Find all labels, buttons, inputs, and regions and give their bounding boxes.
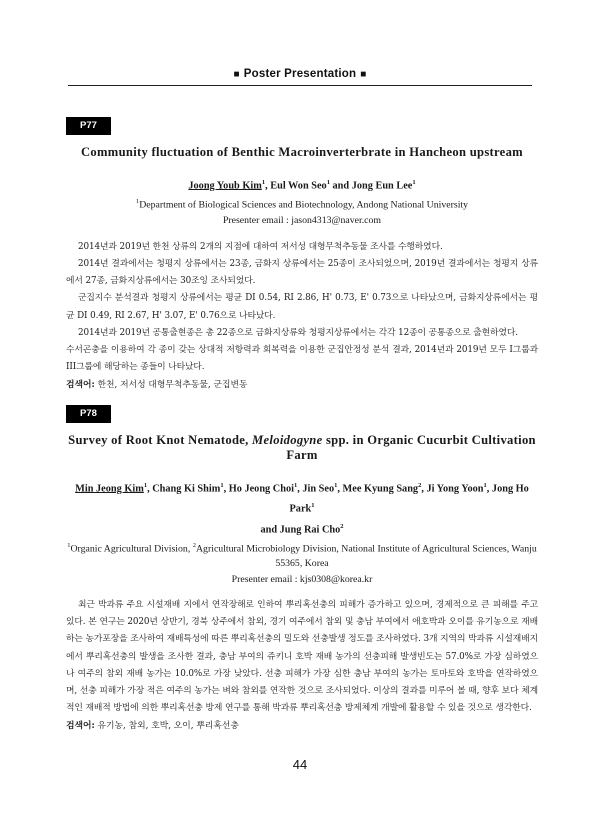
author-sup: 1	[334, 482, 338, 489]
author-sup: 2	[418, 482, 422, 489]
abstract-paragraph: 최근 박과류 주요 시설재배 지에서 연작장해로 인하여 뿌리혹선충의 피해가 증가하고 있으며, 경제적으로 큰 피해를 주고 있다. 본 연구는 2020년 상반기, 경북 상주에서 참외, 경기 여주에서 참외 및 충남 부여에서 애호박과 오이를 유기농으로 재배하는 농가포장을 조사하여 재배특성에 따른 뿌리혹선충의 밀도와 선충발생 정도를 조사하였다. 3개 지역의 박과류 시설재배지에서 뿌리혹선충의 발생을 조사한 결과, 충남 부여의 쥬키니 호박 재배 농가의 선충피해 발생빈도는 57.0%로 가장 심하였으나 여주의 참외 재배 농가는 10.0%로 가장 낮았다. 선충 피해가 가장 심한 충남 부여의 농가는 토마토와 호박을 연작하였으며, 선충 피해가 가장 적은 여주의 농가는 벼와 참외를 연작한 것으로 조사되었다. 이상의 결과를 미루어 볼 때, 향후 보다 체계적인 재배적 방법에 의한 뿌리혹선충 방제 연구를 통해 박과류 뿌리혹선충 방제체계 개발에 활용할 수 있을 것으로 생각한다.	[66, 600, 538, 714]
author-name: Chang Ki Shim	[152, 483, 221, 495]
author-list: Joong Youb Kim$^1$, Eul Won Seo$^1$ and Jong Eun Lee$^1$	[188, 179, 416, 192]
page-number: 44	[292, 757, 308, 772]
keywords	[66, 377, 538, 394]
affiliation-text: Department of Biological Sciences and Biotechnology, Andong National University	[139, 199, 469, 211]
author-sup: 2	[340, 522, 344, 530]
running-header-title	[230, 68, 371, 80]
author-list: Min Jeong Kim$^1$, Chang Ki Shim$^1$, Ho Jeong Choi$^1$, Jin Seo$^1$, Mee Kyung Sang$^2$, Ji Yong Yoon$^1$, Jong Ho Park$^1$ and Jung Rai Cho$^2$	[75, 482, 529, 536]
author-name-presenter: Joong Youb Kim	[188, 180, 262, 192]
abstract-body	[66, 597, 538, 717]
affiliation	[66, 195, 538, 213]
affiliation-text: Organic Agricultural Division,	[70, 543, 193, 555]
affiliation-sup: 2	[192, 542, 196, 550]
author-sup: 1	[293, 482, 298, 489]
author-name: Jong Eun Lee	[351, 180, 413, 192]
abstract-paragraph: 2014년과 2019년 공통출현종은 총 22종으로 금화지상류와 청평지상류에서는 각각 12종이 공통종으로 출현하였다.	[78, 327, 518, 338]
presenter-email: Presenter email : jason4313@naver.com	[222, 215, 382, 227]
keywords-label: 검색어:	[66, 721, 95, 732]
abstract-id-badge: P77	[66, 117, 111, 135]
keywords-text: 한천, 저서성 대형무척추동물, 군집변동	[97, 380, 248, 391]
abstract-title-part: Survey of Root Knot Nematode,	[68, 433, 249, 447]
abstract-title-part: spp. in Organic Cucurbit Cultivation Farm	[286, 433, 536, 462]
author-name: Ji Yong Yoon	[426, 483, 484, 495]
abstract-paragraph: 2014년 결과에서는 청평지 상류에서는 23종, 금화지 상류에서는 25종이 조사되었으며, 2019년 결과에서는 청평지 상류에서 27종, 금화지상류에서는 30조잉 조사되었다.	[66, 258, 538, 287]
author-sup: 1	[326, 179, 330, 186]
abstract-p77	[66, 113, 538, 394]
running-header	[0, 64, 600, 84]
affiliation-sup: 1	[135, 198, 140, 206]
abstract-paragraph: 군집지수 분석결과 청평지 상류에서는 평균 DI 0.54, RI 2.86, H' 0.73, E' 0.73으로 나타났으며, 금화지상류에서는 평균 DI 0.49, RI 2.67, H' 3.07, E' 0.76으로 나타났다.	[66, 293, 538, 321]
author-sup: 1	[261, 179, 266, 186]
author-sup: 1	[143, 482, 148, 489]
author-name: Mee Kyung Sang	[342, 483, 419, 495]
abstract-body	[66, 239, 538, 377]
abstract-paragraph: 수서곤충을 이용하여 각 종이 갖는 상대적 저항력과 회복력을 이용한 군집안정성 분석 결과, 2014년과 2019년 모두 I그룹과 III그룹에 해당하는 종들이 나타났다.	[66, 344, 538, 373]
presenter-email: Presenter email : kjs0308@korea.kr	[231, 573, 373, 585]
keywords	[66, 718, 538, 735]
author-sup: 1	[483, 482, 487, 489]
author-name: Jin Seo	[302, 483, 335, 495]
author-sup: 1	[311, 502, 315, 510]
author-name: Ho Jeong Choi	[228, 483, 294, 495]
keywords-text: 유기농, 참외, 호박, 오이, 뿌리혹선충	[97, 721, 239, 732]
abstract-title-genus: Meloidogyne	[252, 433, 323, 447]
affiliation-sup: 1	[67, 542, 71, 550]
section-name: Poster Presentation	[243, 68, 357, 80]
affiliation-text: Agricultural Microbiology Division, National Institute of Agricultural Sciences, Wanju 55365, Korea	[195, 543, 537, 570]
abstract-paragraph: 2014년과 2019년 한천 상류의 2개의 지점에 대하여 저서성 대형무척추동물 조사를 수행하였다.	[78, 241, 443, 252]
author-name: Jong Ho Park	[289, 483, 529, 515]
abstract-p78	[66, 401, 538, 735]
author-name: Jung Rai Cho	[279, 524, 341, 536]
author-name-presenter: Min Jeong Kim	[75, 483, 144, 495]
header-square-right-icon: ■	[360, 69, 367, 80]
author-name: Eul Won Seo	[270, 180, 327, 192]
abstract-title	[66, 433, 538, 463]
abstract-id-badge: P78	[66, 405, 111, 423]
keywords-label: 검색어:	[66, 380, 95, 391]
abstract-title: Community fluctuation of Benthic Macroinverterbrate in Hancheon upstream	[81, 145, 523, 159]
header-divider	[68, 85, 532, 86]
header-square-left-icon: ■	[233, 69, 240, 80]
author-sup: 1	[412, 179, 416, 186]
author-sup: 1	[220, 482, 224, 489]
affiliation	[66, 539, 538, 571]
